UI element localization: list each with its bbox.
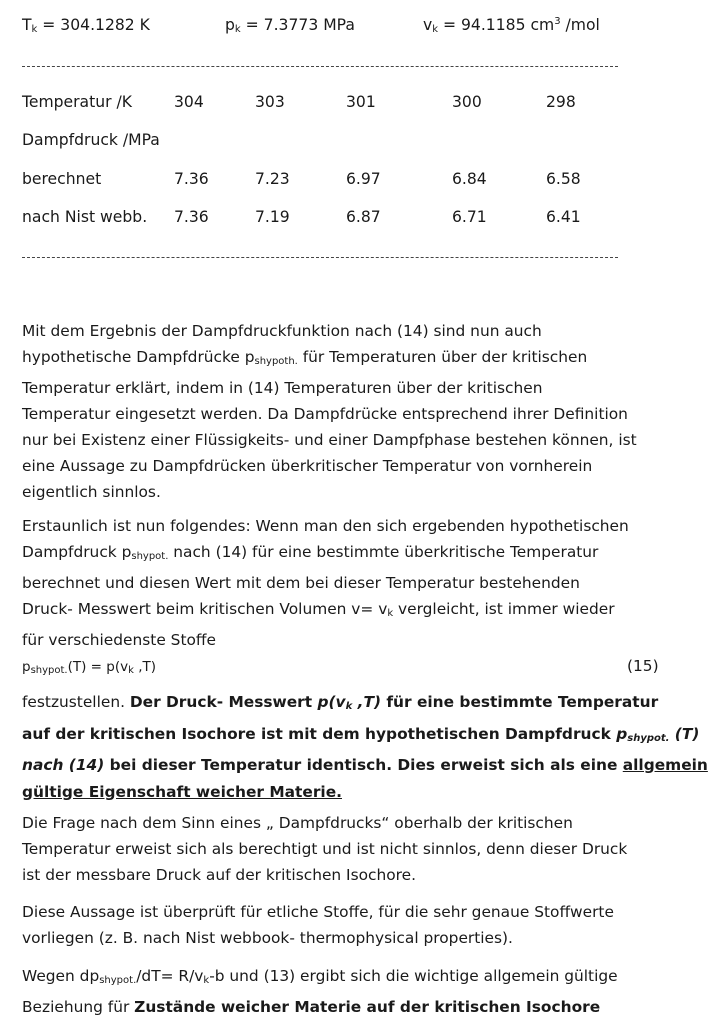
temperature-cell: 304 bbox=[174, 93, 204, 111]
temperature-cell: 303 bbox=[255, 93, 285, 111]
equation-15: $p_{shypot.}(T) = p(v_k$ ,T) bbox=[22, 659, 157, 676]
calculated-cell: 6.84 bbox=[452, 170, 487, 188]
temperature-cell: 301 bbox=[346, 93, 376, 111]
critical-temperature: $T_k = 304.1282$ K bbox=[22, 16, 150, 35]
text-line: Erstaunlich ist nun folgendes: Wenn man den sich ergebenden hypothetischen bbox=[22, 517, 629, 535]
text-line: gültige Eigenschaft weicher Materie. bbox=[22, 782, 342, 801]
text-line: Temperatur erklärt, indem in (14) Temperaturen über der kritischen bbox=[22, 379, 543, 397]
row-label-nist: nach Nist webb. bbox=[22, 208, 148, 226]
text-line: Die Frage nach dem Sinn eines „ Dampfdrucks“ oberhalb der kritischen bbox=[22, 814, 573, 832]
text-line: Temperatur eingesetzt werden. Da Dampfdrücke entsprechend ihrer Definition bbox=[22, 405, 628, 423]
text-line: nach (14) bei dieser Temperatur identisch. Dies erweist sich als eine allgemein bbox=[22, 756, 708, 774]
temperature-cell: 300 bbox=[452, 93, 482, 111]
text-line: für verschiedenste Stoffe bbox=[22, 631, 216, 649]
row-label-temperature: Temperatur /K bbox=[22, 93, 132, 111]
text-line: Druck- Messwert beim kritischen Volumen $v= v_k$ vergleicht, ist immer wieder bbox=[22, 600, 615, 619]
nist-cell: 7.36 bbox=[174, 208, 209, 226]
nist-cell: 6.41 bbox=[546, 208, 581, 226]
text-line: Wegen $dp_{shypot.}/dT= R/v_k-b$ und (13) ergibt sich die wichtige allgemein gültige bbox=[22, 967, 618, 986]
text-line: vorliegen (z. B. nach Nist webbook- thermophysical properties). bbox=[22, 929, 513, 947]
calculated-cell: 7.36 bbox=[174, 170, 209, 188]
calculated-cell: 6.97 bbox=[346, 170, 381, 188]
text-line: berechnet und diesen Wert mit dem bei dieser Temperatur bestehenden bbox=[22, 574, 580, 592]
temperature-cell: 298 bbox=[546, 93, 576, 111]
text-line: Beziehung für Zustände weicher Materie auf der kritischen Isochore bbox=[22, 998, 601, 1016]
critical-pressure: $p_k = 7.3773$ MPa bbox=[225, 16, 355, 35]
paragraph-key-statement bbox=[22, 689, 708, 805]
text-line: Diese Aussage ist überprüft für etliche Stoffe, für die sehr genaue Stoffwerte bbox=[22, 903, 614, 921]
calculated-cell: 6.58 bbox=[546, 170, 581, 188]
text-line: nur bei Existenz einer Flüssigkeits- und einer Dampfphase bestehen können, ist bbox=[22, 431, 637, 449]
text-line: Mit dem Ergebnis der Dampfdruckfunktion nach (14) sind nun auch bbox=[22, 322, 542, 340]
nist-cell: 6.87 bbox=[346, 208, 381, 226]
paragraph-meaning-of-vapor-pressure bbox=[22, 810, 670, 888]
paragraph-astonishing-observation bbox=[22, 513, 670, 653]
text-line: eigentlich sinnlos. bbox=[22, 483, 161, 501]
paragraph-verification bbox=[22, 899, 670, 951]
text-line: festzustellen. Der Druck- Messwert $p(v_k$ ,T) für eine bestimmte Temperatur bbox=[22, 693, 659, 712]
paragraph-hypothetical-vapor-pressures bbox=[22, 318, 670, 505]
equation-number: (15) bbox=[627, 657, 659, 675]
nist-cell: 7.19 bbox=[255, 208, 290, 226]
text-line: hypothetische Dampfdrücke $p_{shypoth.}$ für Temperaturen über der kritischen bbox=[22, 348, 588, 367]
text-line: ist der messbare Druck auf der kritischen Isochore. bbox=[22, 866, 417, 884]
paragraph-relation bbox=[22, 963, 670, 1020]
text-line: eine Aussage zu Dampfdrücken überkritischer Temperatur von vornherein bbox=[22, 457, 593, 475]
row-label-calculated: berechnet bbox=[22, 170, 102, 188]
text-line: auf der kritischen Isochore ist mit dem hypothetischen Dampfdruck $p_{shypot.}$ (T) bbox=[22, 724, 700, 744]
text-line: Temperatur erweist sich als berechtigt und ist nicht sinnlos, denn dieser Druck bbox=[22, 840, 628, 858]
nist-cell: 6.71 bbox=[452, 208, 487, 226]
critical-volume: $v_k = 94.1185$ $cm^3$ /mol bbox=[423, 16, 600, 35]
row-label-pressure: Dampfdruck /MPa bbox=[22, 131, 160, 149]
divider-bottom bbox=[22, 257, 618, 258]
text-line: Dampfdruck $p_{shypot.}$ nach (14) für eine bestimmte überkritische Temperatur bbox=[22, 543, 599, 562]
calculated-cell: 7.23 bbox=[255, 170, 290, 188]
divider-top bbox=[22, 66, 618, 67]
